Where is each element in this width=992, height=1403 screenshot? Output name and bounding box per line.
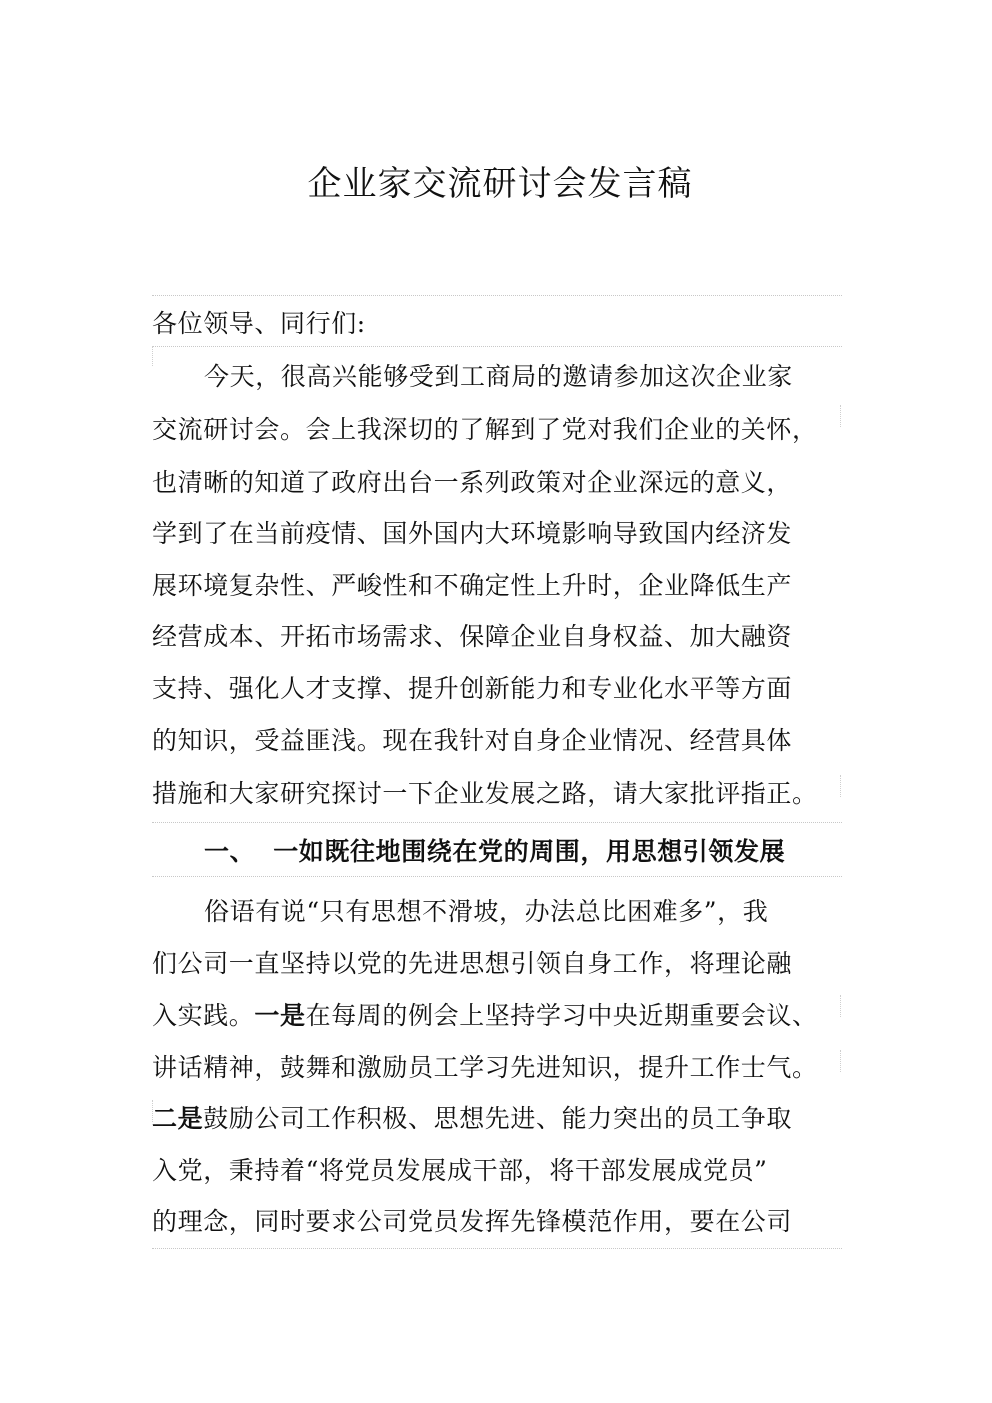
bold-lead: 二是 (152, 1104, 204, 1133)
paragraph-line: 俗语有说“只有思想不滑坡，办法总比困难多”，我 (204, 897, 769, 926)
paragraph-line: 交流研讨会。会上我深切的了解到了党对我们企业的关怀， (152, 415, 818, 444)
paragraph-line: 也清晰的知道了政府出台一系列政策对企业深远的意义， (152, 468, 793, 497)
paragraph-line: 今天，很高兴能够受到工商局的邀请参加这次企业家 (204, 362, 793, 391)
paragraph-line: 讲话精神，鼓舞和激励员工学习先进知识，提升工作士气。 (152, 1053, 818, 1082)
paragraph-line: 们公司一直坚持以党的先进思想引领自身工作，将理论融 (152, 949, 793, 978)
paragraph-line: 的理念，同时要求公司党员发挥先锋模范作用，要在公司 (152, 1207, 793, 1236)
divider (152, 822, 842, 823)
document-title: 企业家交流研讨会发言稿 (307, 164, 693, 204)
paragraph-text: 鼓励公司工作积极、思想先进、能力突出的员工争取 (203, 1104, 793, 1133)
section-heading-text: 一如既往地围绕在党的周围，用思想引领发展 (273, 837, 786, 866)
paragraph-line: 入党，秉持着“将党员发展成干部，将干部发展成党员” (152, 1156, 768, 1185)
section-number: 一、 (204, 837, 256, 866)
divider (152, 295, 842, 296)
paragraph-line: 经营成本、开拓市场需求、保障企业自身权益、加大融资 (152, 622, 793, 651)
paragraph-line: 的知识，受益匪浅。现在我针对自身企业情况、经营具体 (152, 726, 793, 755)
section-heading (204, 826, 904, 878)
divider (152, 1248, 842, 1249)
bold-lead: 一是 (254, 1001, 306, 1030)
paragraph-line (152, 1093, 852, 1145)
paragraph-line: 措施和大家研究探讨一下企业发展之路，请大家批评指正。 (152, 779, 818, 808)
salutation: 各位领导、同行们: (152, 309, 366, 338)
paragraph-line: 展环境复杂性、严峻性和不确定性上升时，企业降低生产 (152, 571, 793, 600)
paragraph-line (152, 990, 852, 1042)
paragraph-text: 入实践。 (152, 1001, 255, 1030)
paragraph-line: 支持、强化人才支撑、提升创新能力和专业化水平等方面 (152, 674, 793, 703)
paragraph-text: 在每周的例会上坚持学习中央近期重要会议、 (305, 1001, 818, 1030)
paragraph-line: 学到了在当前疫情、国外国内大环境影响导致国内经济发 (152, 519, 793, 548)
